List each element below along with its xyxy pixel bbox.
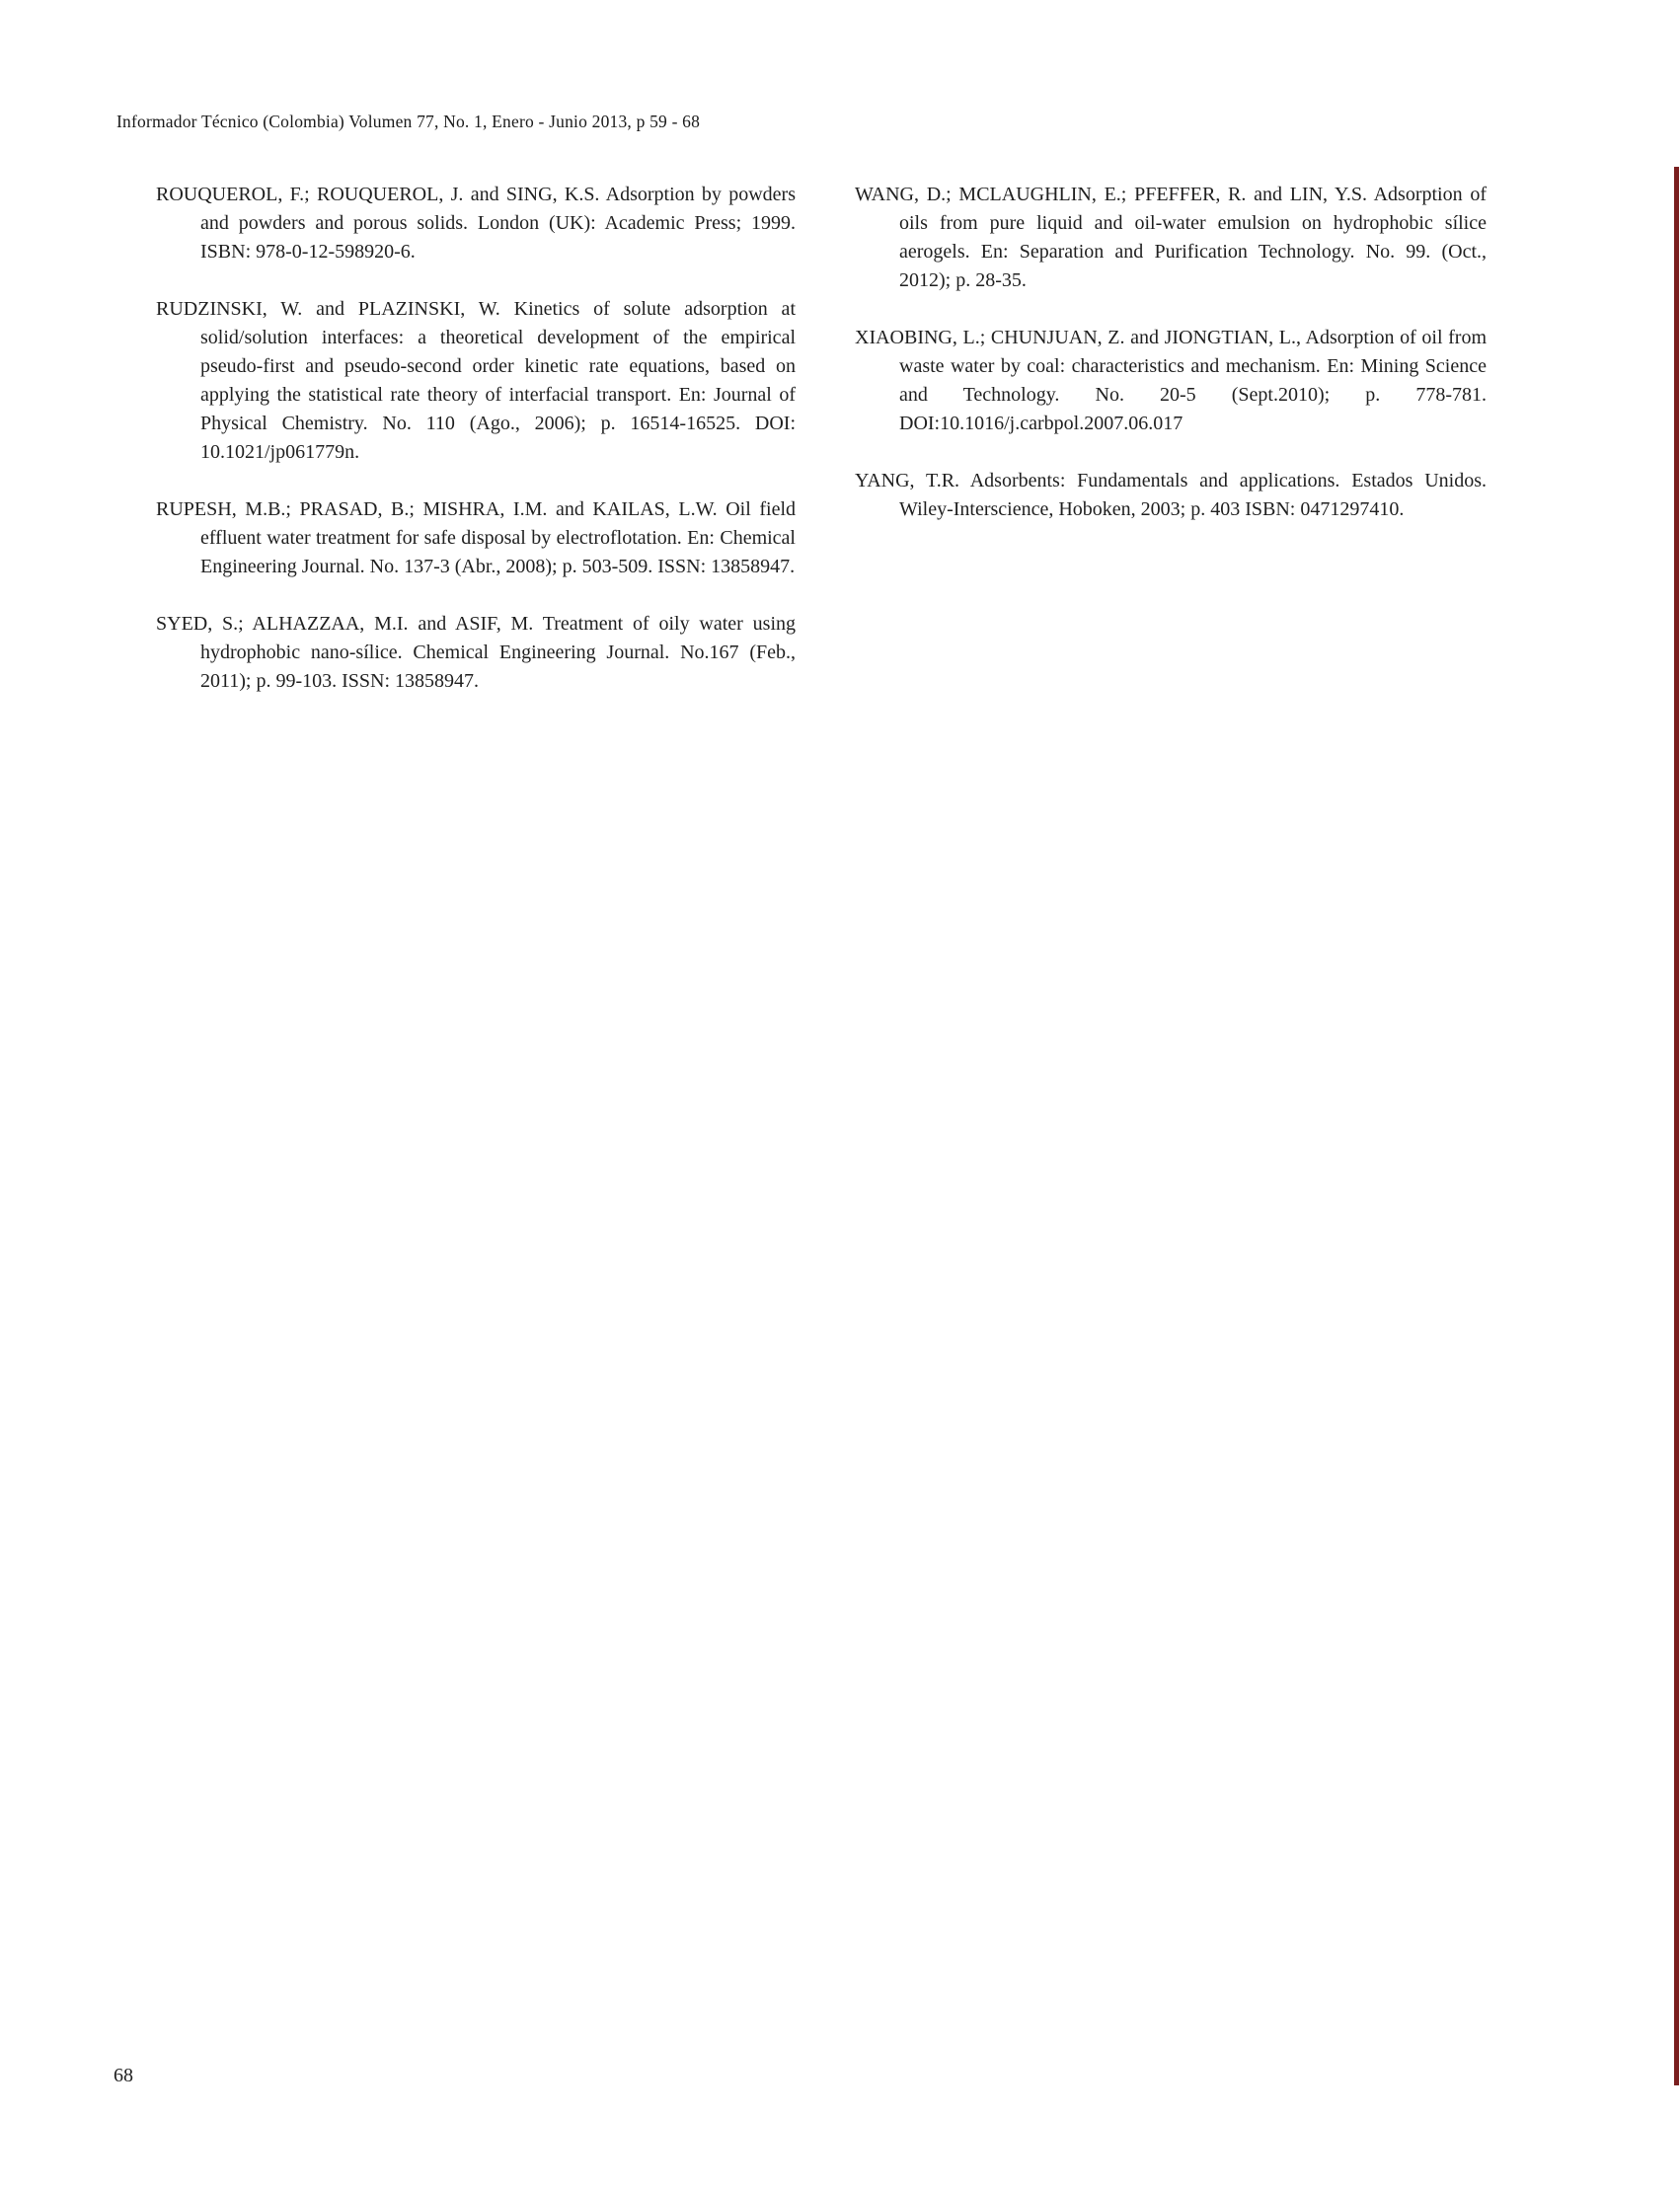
reference-entry-wang: WANG, D.; MCLAUGHLIN, E.; PFEFFER, R. and LIN, Y.S. Adsorption of oils from pure liquid and oil-water emulsion on hydrophobic sílice aerogels. En: Separation and Purification Technology. No. 99. (Oct., 2012); p. 28-35. bbox=[855, 184, 1487, 291]
running-header: Informador Técnico (Colombia) Volumen 77, No. 1, Enero - Junio 2013, p 59 - 68 bbox=[116, 112, 701, 131]
reference-entry-yang: YANG, T.R. Adsorbents: Fundamentals and applications. Estados Unidos. Wiley-Interscience, Hoboken, 2003; p. 403 ISBN: 0471297410. bbox=[855, 470, 1487, 520]
reference-entry-rouquerol: ROUQUEROL, F.; ROUQUEROL, J. and SING, K.S. Adsorption by powders and powders and porous solids. London (UK): Academic Press; 1999. ISBN: 978-0-12-598920-6. bbox=[156, 184, 796, 263]
references-left-column bbox=[156, 181, 796, 724]
reference-entry-xiaobing: XIAOBING, L.; CHUNJUAN, Z. and JIONGTIAN, L., Adsorption of oil from waste water by coal: characteristics and mechanism. En: Mining Science and Technology. No. 20-5 (Sept.2010); p. 778-781. DOI:10.1016/j.carbpol.2007.06.017 bbox=[855, 327, 1487, 434]
right-edge-accent-bar bbox=[1674, 167, 1679, 2085]
reference-entry-rupesh: RUPESH, M.B.; PRASAD, B.; MISHRA, I.M. and KAILAS, L.W. Oil field effluent water treatment for safe disposal by electroflotation. En: Chemical Engineering Journal. No. 137-3 (Abr., 2008); p. 503-509. ISSN: 13858947. bbox=[156, 498, 796, 577]
references-right-column bbox=[855, 181, 1487, 553]
reference-entry-syed: SYED, S.; ALHAZZAA, M.I. and ASIF, M. Treatment of oily water using hydrophobic nano-sílice. Chemical Engineering Journal. No.167 (Feb., 2011); p. 99-103. ISSN: 13858947. bbox=[156, 613, 796, 692]
page-number: 68 bbox=[114, 2065, 133, 2086]
reference-entry-rudzinski: RUDZINSKI, W. and PLAZINSKI, W. Kinetics of solute adsorption at solid/solution interfaces: a theoretical development of the empirical pseudo-first and pseudo-second order kinetic rate equations, based on applying the statistical rate theory of interfacial transport. En: Journal of Physical Chemistry. No. 110 (Ago., 2006); p. 16514-16525. DOI: 10.1021/jp061779n. bbox=[156, 298, 796, 463]
